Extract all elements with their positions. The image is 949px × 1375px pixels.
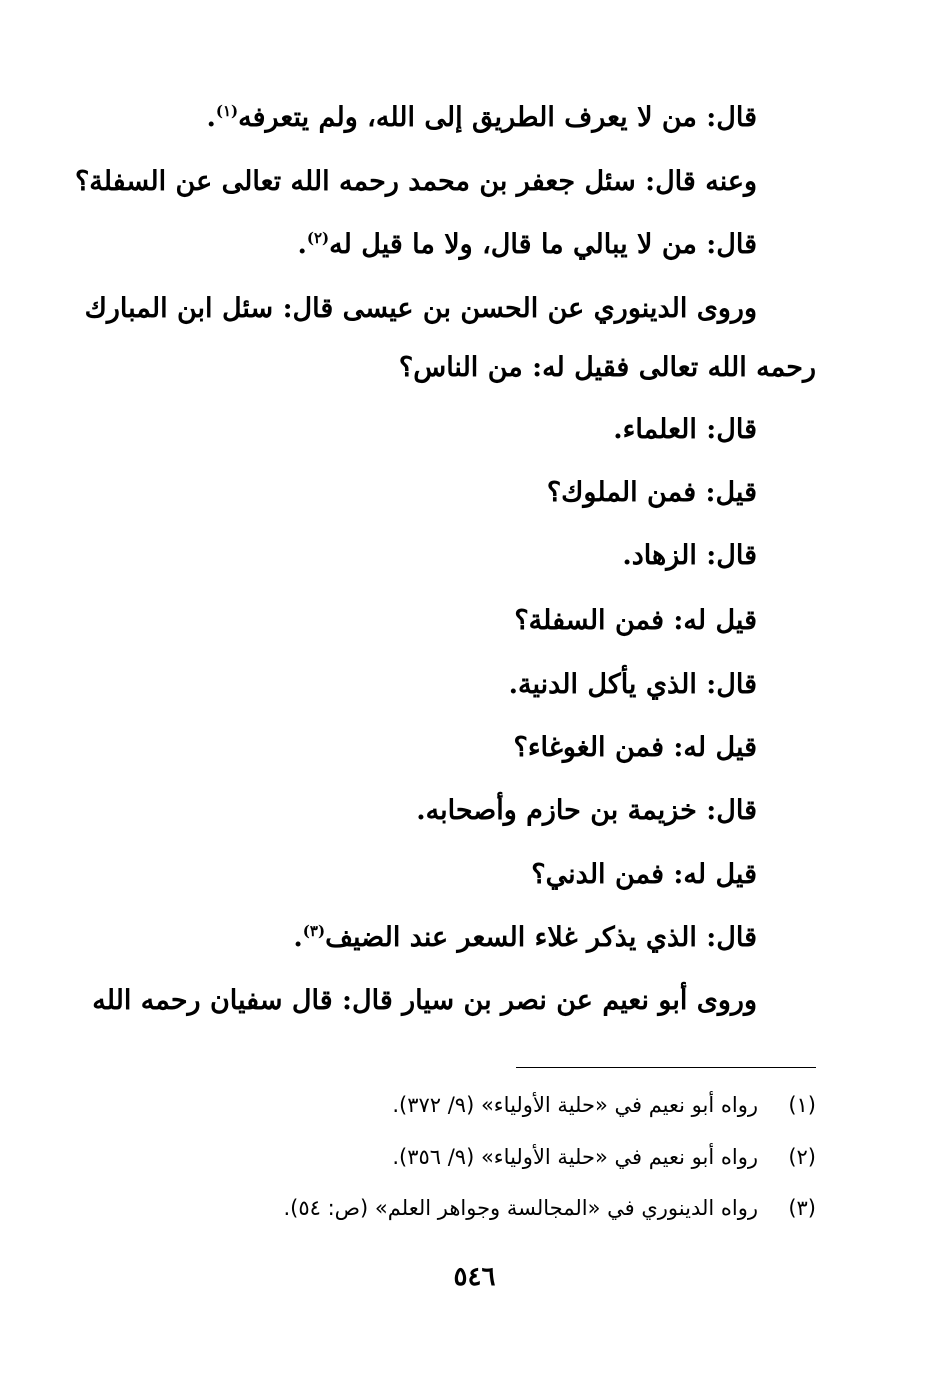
footnote-text: رواه أبو نعيم في «حلية الأولياء» (٩/ ٣٧٢). bbox=[392, 1093, 758, 1117]
body-line-14: قال: الذي يذكر غلاء السعر عند الضيف$^{(٣)}$. bbox=[293, 922, 757, 953]
footnote-ref-1: (١) bbox=[215, 102, 239, 120]
body-line-8: قال: الزهاد. bbox=[622, 540, 757, 571]
body-line-11: قيل له: فمن الغوغاء؟ bbox=[513, 732, 757, 763]
footnote-text: رواه الدينوري في «المجالسة وجواهر العلم» (ص: ٥٤). bbox=[283, 1196, 758, 1220]
footnote-number: (٣) bbox=[788, 1196, 816, 1220]
footnote-number: (٢) bbox=[788, 1145, 816, 1169]
footnote-3 bbox=[283, 1193, 816, 1223]
body-line-15: وروى أبو نعيم عن نصر بن سيار قال: قال سفيان رحمه الله bbox=[92, 985, 757, 1016]
body-line-13: قيل له: فمن الدني؟ bbox=[531, 859, 757, 890]
body-line-4: وروى الدينوري عن الحسن بن عيسى قال: سئل ابن المبارك bbox=[84, 293, 757, 324]
body-line-7: قيل: فمن الملوك؟ bbox=[546, 477, 757, 508]
body-line-5: رحمه الله تعالى فقيل له: من الناس؟ bbox=[398, 352, 816, 383]
page-number: ٥٤٦ bbox=[453, 1262, 496, 1292]
footnote-1 bbox=[392, 1090, 816, 1120]
body-line-2: وعنه قال: سئل جعفر بن محمد رحمه الله تعالى عن السفلة؟ bbox=[74, 166, 757, 197]
footnote-ref-3: (٣) bbox=[302, 922, 326, 940]
body-line-3: قال: من لا يبالي ما قال، ولا ما قيل له$^{(٢)}$. bbox=[297, 229, 757, 260]
body-line-10: قال: الذي يأكل الدنية. bbox=[508, 669, 757, 700]
body-line-1: قال: من لا يعرف الطريق إلى الله، ولم يتعرفه$^{(١)}$. bbox=[206, 102, 757, 133]
footnote-2 bbox=[392, 1142, 816, 1172]
footnote-separator bbox=[516, 1067, 816, 1068]
footnote-text: رواه أبو نعيم في «حلية الأولياء» (٩/ ٣٥٦). bbox=[392, 1145, 758, 1169]
footnote-number: (١) bbox=[788, 1093, 816, 1117]
footnote-ref-2: (٢) bbox=[306, 229, 330, 247]
body-line-12: قال: خزيمة بن حازم وأصحابه. bbox=[416, 795, 757, 826]
body-line-9: قيل له: فمن السفلة؟ bbox=[514, 605, 757, 636]
body-line-6: قال: العلماء. bbox=[613, 414, 757, 445]
